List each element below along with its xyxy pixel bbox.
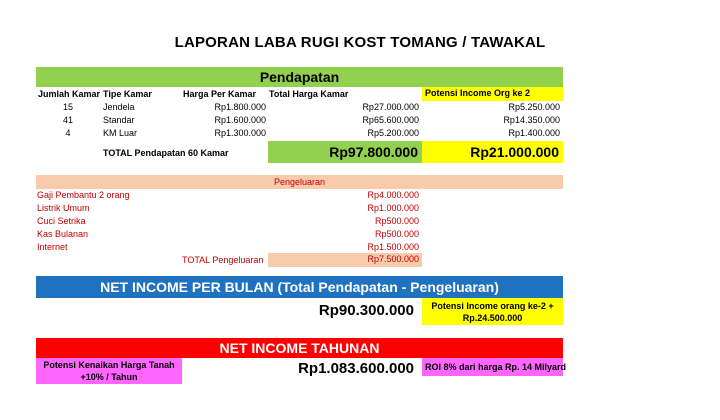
row3-tipe: KM Luar xyxy=(103,128,138,138)
row1-total: Rp27.000.000 xyxy=(362,102,419,112)
col-tipe-kamar: Tipe Kamar xyxy=(103,89,152,99)
row1-jumlah: 15 xyxy=(62,102,73,112)
expense-internet-value: Rp1.500.000 xyxy=(367,242,419,252)
expense-listrik-label: Listrik Umum xyxy=(37,203,90,213)
total-pengeluaran-label: TOTAL Pengeluaran xyxy=(182,255,264,265)
expense-internet-label: Internet xyxy=(37,242,68,252)
net-bulan-potensi-line1: Potensi Income orang ke-2 + xyxy=(431,301,554,311)
expense-cuci-label: Cuci Setrika xyxy=(37,216,86,226)
row2-tipe: Standar xyxy=(103,115,135,125)
expense-kas-value: Rp500.000 xyxy=(374,229,419,239)
net-bulan-header: NET INCOME PER BULAN (Total Pendapatan - Pengeluaran) xyxy=(36,276,563,298)
row3-total: Rp5.200.000 xyxy=(367,128,419,138)
potensi-tanah-line2: +10% / Tahun xyxy=(80,372,138,382)
net-tahun-value: Rp1.083.600.000 xyxy=(298,360,414,377)
row1-tipe: Jendela xyxy=(103,102,135,112)
expense-listrik-value: Rp1.000.000 xyxy=(367,203,419,213)
total-pengeluaran-value: Rp7.500.000 xyxy=(268,253,422,267)
row3-jumlah: 4 xyxy=(65,128,71,138)
net-bulan-value: Rp90.300.000 xyxy=(318,302,414,319)
col-potensi-income: Potensi Income Org ke 2 xyxy=(422,87,563,101)
expense-gaji-value: Rp4.000.000 xyxy=(367,190,419,200)
col-total-harga-kamar: Total Harga Kamar xyxy=(269,89,349,99)
row2-jumlah: 41 xyxy=(62,115,73,125)
col-harga-per-kamar: Harga Per Kamar xyxy=(183,89,257,99)
pengeluaran-header: Pengeluaran xyxy=(36,175,563,189)
expense-gaji-label: Gaji Pembantu 2 orang xyxy=(37,190,130,200)
col-jumlah-kamar: Jumlah Kamar xyxy=(38,89,101,99)
row1-harga: Rp1.800.000 xyxy=(214,102,266,112)
row3-harga: Rp1.300.000 xyxy=(214,128,266,138)
pendapatan-header: Pendapatan xyxy=(36,67,563,87)
row1-potensi: Rp5.250.000 xyxy=(508,102,560,112)
total-potensi-value: Rp21.000.000 xyxy=(422,141,563,163)
row2-potensi: Rp14.350.000 xyxy=(503,115,560,125)
report-title: LAPORAN LABA RUGI KOST TOMANG / TAWAKAL xyxy=(174,34,546,51)
row2-total: Rp65.600.000 xyxy=(362,115,419,125)
net-bulan-potensi-box xyxy=(422,298,563,325)
total-pendapatan-label: TOTAL Pendapatan 60 Kamar xyxy=(103,148,229,158)
net-bulan-potensi-line2: Rp.24.500.000 xyxy=(462,313,523,323)
potensi-tanah-box xyxy=(36,358,182,384)
expense-kas-label: Kas Bulanan xyxy=(37,229,89,239)
row2-harga: Rp1.600.000 xyxy=(214,115,266,125)
total-pendapatan-value: Rp97.800.000 xyxy=(268,141,422,163)
net-tahun-header: NET INCOME TAHUNAN xyxy=(36,338,563,358)
potensi-tanah-line1: Potensi Kenaikan Harga Tanah xyxy=(43,360,175,370)
row3-potensi: Rp1.400.000 xyxy=(508,128,560,138)
expense-cuci-value: Rp500.000 xyxy=(374,216,419,226)
roi-box: ROI 8% dari harga Rp. 14 Milyard xyxy=(422,358,563,376)
